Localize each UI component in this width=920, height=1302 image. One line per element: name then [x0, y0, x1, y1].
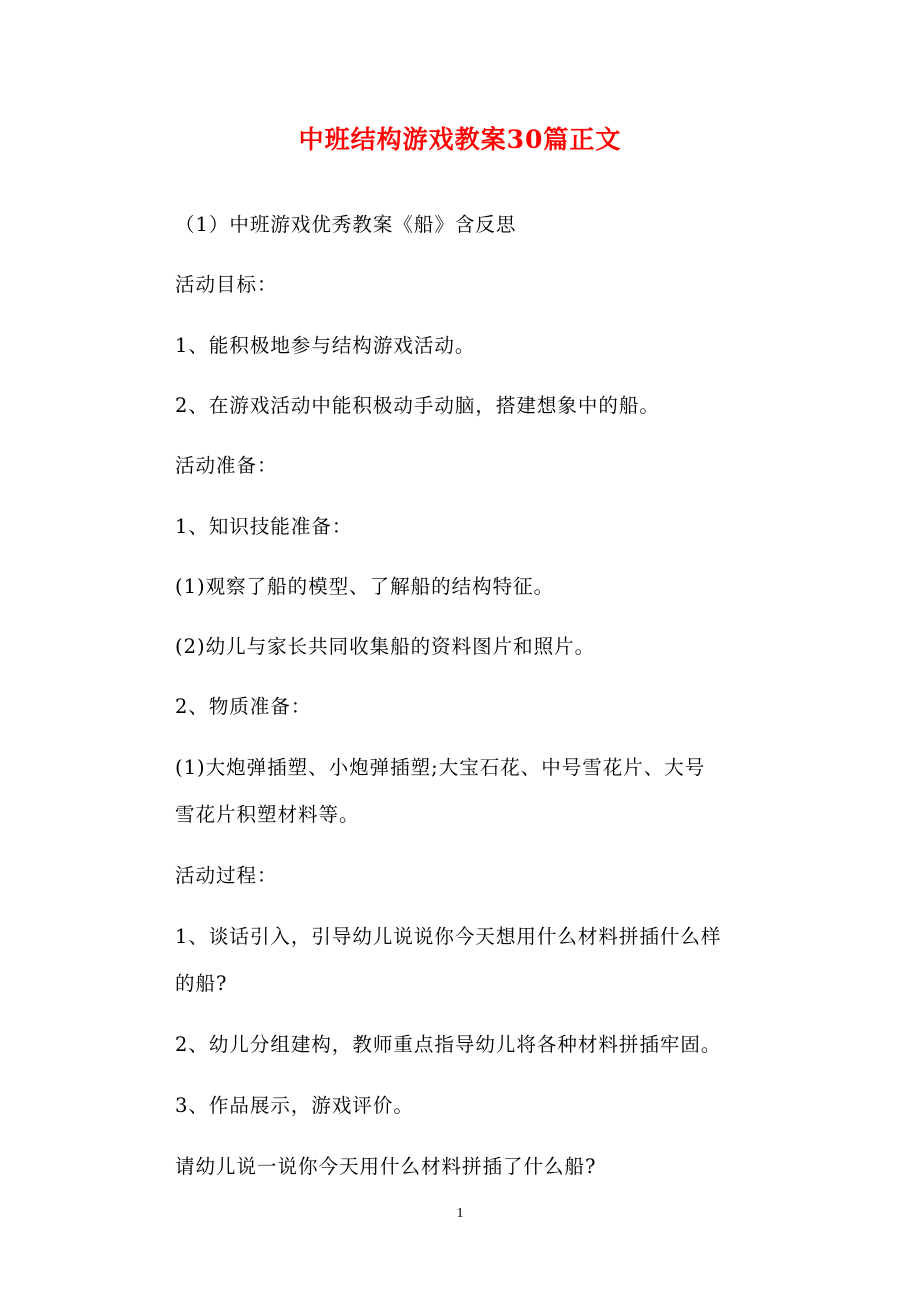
heading-activity-preparation: 活动准备：: [175, 454, 278, 477]
goal-item-2: 2、在游戏活动中能积极动手动脑，搭建想象中的船。: [175, 394, 660, 417]
prep-subitem-2: (2)幼儿与家长共同收集船的资料图片和照片。: [175, 635, 596, 658]
section-heading-lesson: （1）中班游戏优秀教案《船》含反思: [175, 213, 517, 236]
heading-activity-goals: 活动目标：: [175, 273, 278, 296]
page-number: 1: [456, 1206, 464, 1221]
heading-activity-process: 活动过程：: [175, 864, 278, 887]
materials-line-2: 雪花片积塑材料等。: [175, 803, 360, 826]
goal-item-1: 1、能积极地参与结构游戏活动。: [175, 334, 476, 357]
process-item-2: 2、幼儿分组建构，教师重点指导幼儿将各种材料拼插牢固。: [175, 1033, 722, 1056]
prep-item-knowledge: 1、知识技能准备：: [175, 515, 353, 538]
materials-line-1: (1)大炮弹插塑、小炮弹插塑;大宝石花、中号雪花片、大号: [175, 756, 706, 779]
prep-subitem-1: (1)观察了船的模型、了解船的结构特征。: [175, 575, 555, 598]
prep-item-materials: 2、物质准备：: [175, 695, 312, 718]
process-item-1-line-1: 1、谈话引入，引导幼儿说说你今天想用什么材料拼插什么样: [175, 925, 722, 948]
process-item-1-line-2: 的船?: [175, 972, 228, 995]
process-item-question: 请幼儿说一说你今天用什么材料拼插了什么船?: [175, 1155, 597, 1178]
process-item-3: 3、作品展示，游戏评价。: [175, 1094, 414, 1117]
page-title: 中班结构游戏教案30篇正文: [298, 125, 622, 154]
